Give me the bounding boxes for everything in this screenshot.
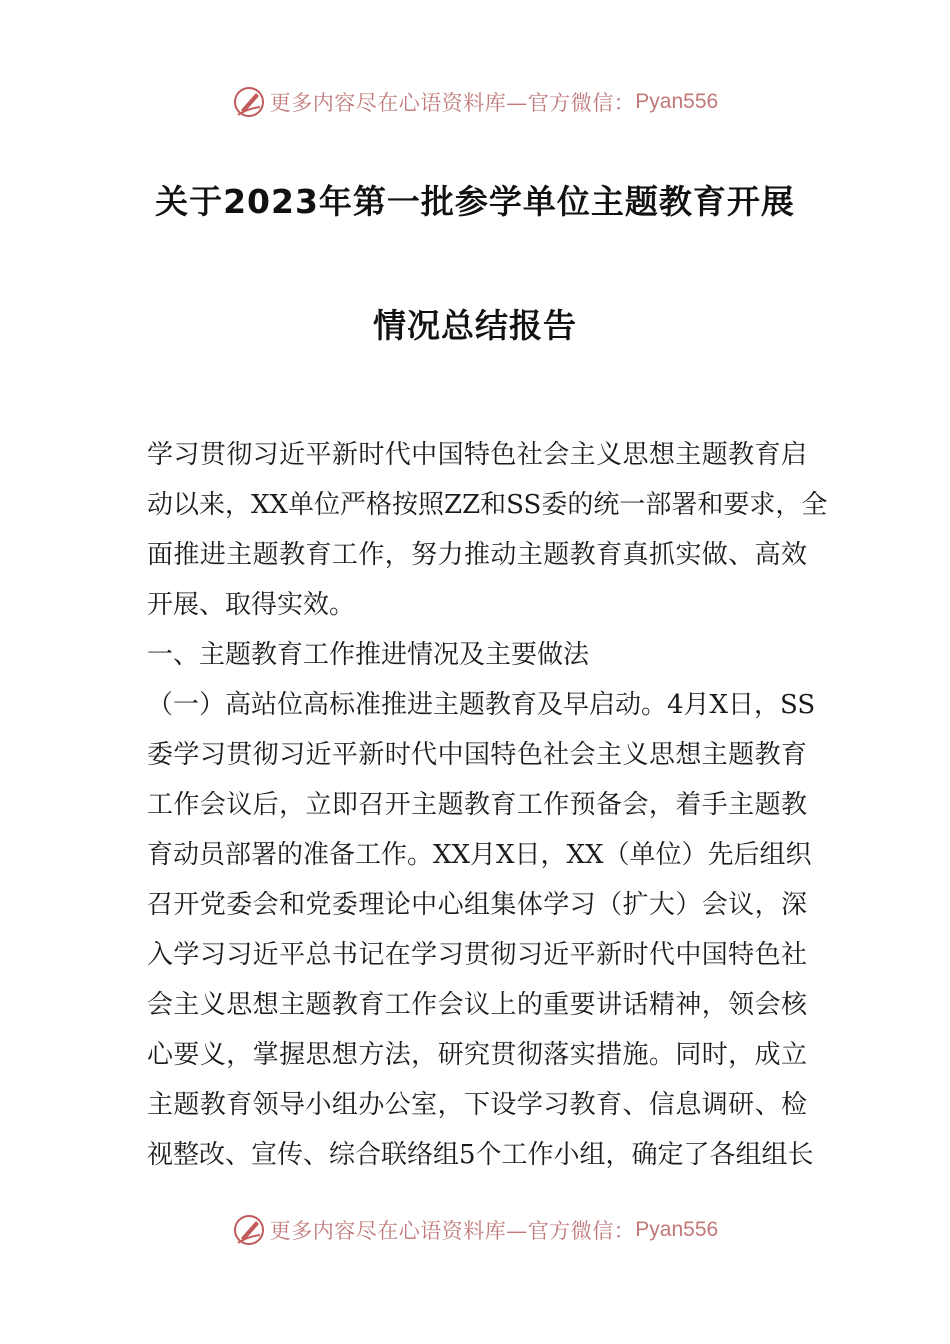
watermark-wechat-id: Pyan556 bbox=[635, 1218, 719, 1241]
body-line: 视整改、宣传、综合联络组5个工作小组，确定了各组组长 bbox=[147, 1140, 814, 1170]
document-body bbox=[147, 430, 828, 1180]
pen-logo-icon bbox=[232, 85, 266, 119]
body-line: 育动员部署的准备工作。XX月X日，XX（单位）先后组织 bbox=[147, 840, 812, 870]
section-heading: 一、主题教育工作推进情况及主要做法 bbox=[147, 640, 590, 670]
body-line: 入学习习近平总书记在学习贯彻习近平新时代中国特色社 bbox=[147, 940, 807, 970]
body-line: 学习贯彻习近平新时代中国特色社会主义思想主题教育启 bbox=[147, 440, 807, 470]
body-line: 委学习贯彻习近平新时代中国特色社会主义思想主题教育 bbox=[147, 740, 807, 770]
body-line: 开展、取得实效。 bbox=[147, 590, 356, 620]
body-line: 会主义思想主题教育工作会议上的重要讲话精神，领会核 bbox=[147, 990, 807, 1020]
document-title-line-1: 关于2023年第一批参学单位主题教育开展 bbox=[155, 182, 795, 221]
body-line: 心要义，掌握思想方法，研究贯彻落实措施。同时，成立 bbox=[147, 1040, 807, 1070]
watermark-text: 更多内容尽在心语资料库—官方微信： bbox=[269, 91, 636, 115]
document-title-line-2: 情况总结报告 bbox=[373, 306, 577, 345]
watermark-text: 更多内容尽在心语资料库—官方微信： bbox=[269, 1219, 636, 1243]
header-watermark bbox=[0, 82, 950, 122]
body-line: 动以来，XX单位严格按照ZZ和SS委的统一部署和要求，全 bbox=[147, 490, 828, 520]
body-line: 主题教育领导小组办公室，下设学习教育、信息调研、检 bbox=[147, 1090, 807, 1120]
pen-logo-icon bbox=[232, 1213, 266, 1247]
footer-watermark bbox=[0, 1210, 950, 1250]
body-line: 工作会议后，立即召开主题教育工作预备会，着手主题教 bbox=[147, 790, 807, 820]
watermark-wechat-id: Pyan556 bbox=[635, 90, 719, 113]
body-line: 面推进主题教育工作，努力推动主题教育真抓实做、高效 bbox=[147, 540, 807, 570]
body-line: （一）高站位高标准推进主题教育及早启动。4月X日，SS bbox=[147, 690, 816, 720]
body-line: 召开党委会和党委理论中心组集体学习（扩大）会议，深 bbox=[147, 890, 807, 920]
